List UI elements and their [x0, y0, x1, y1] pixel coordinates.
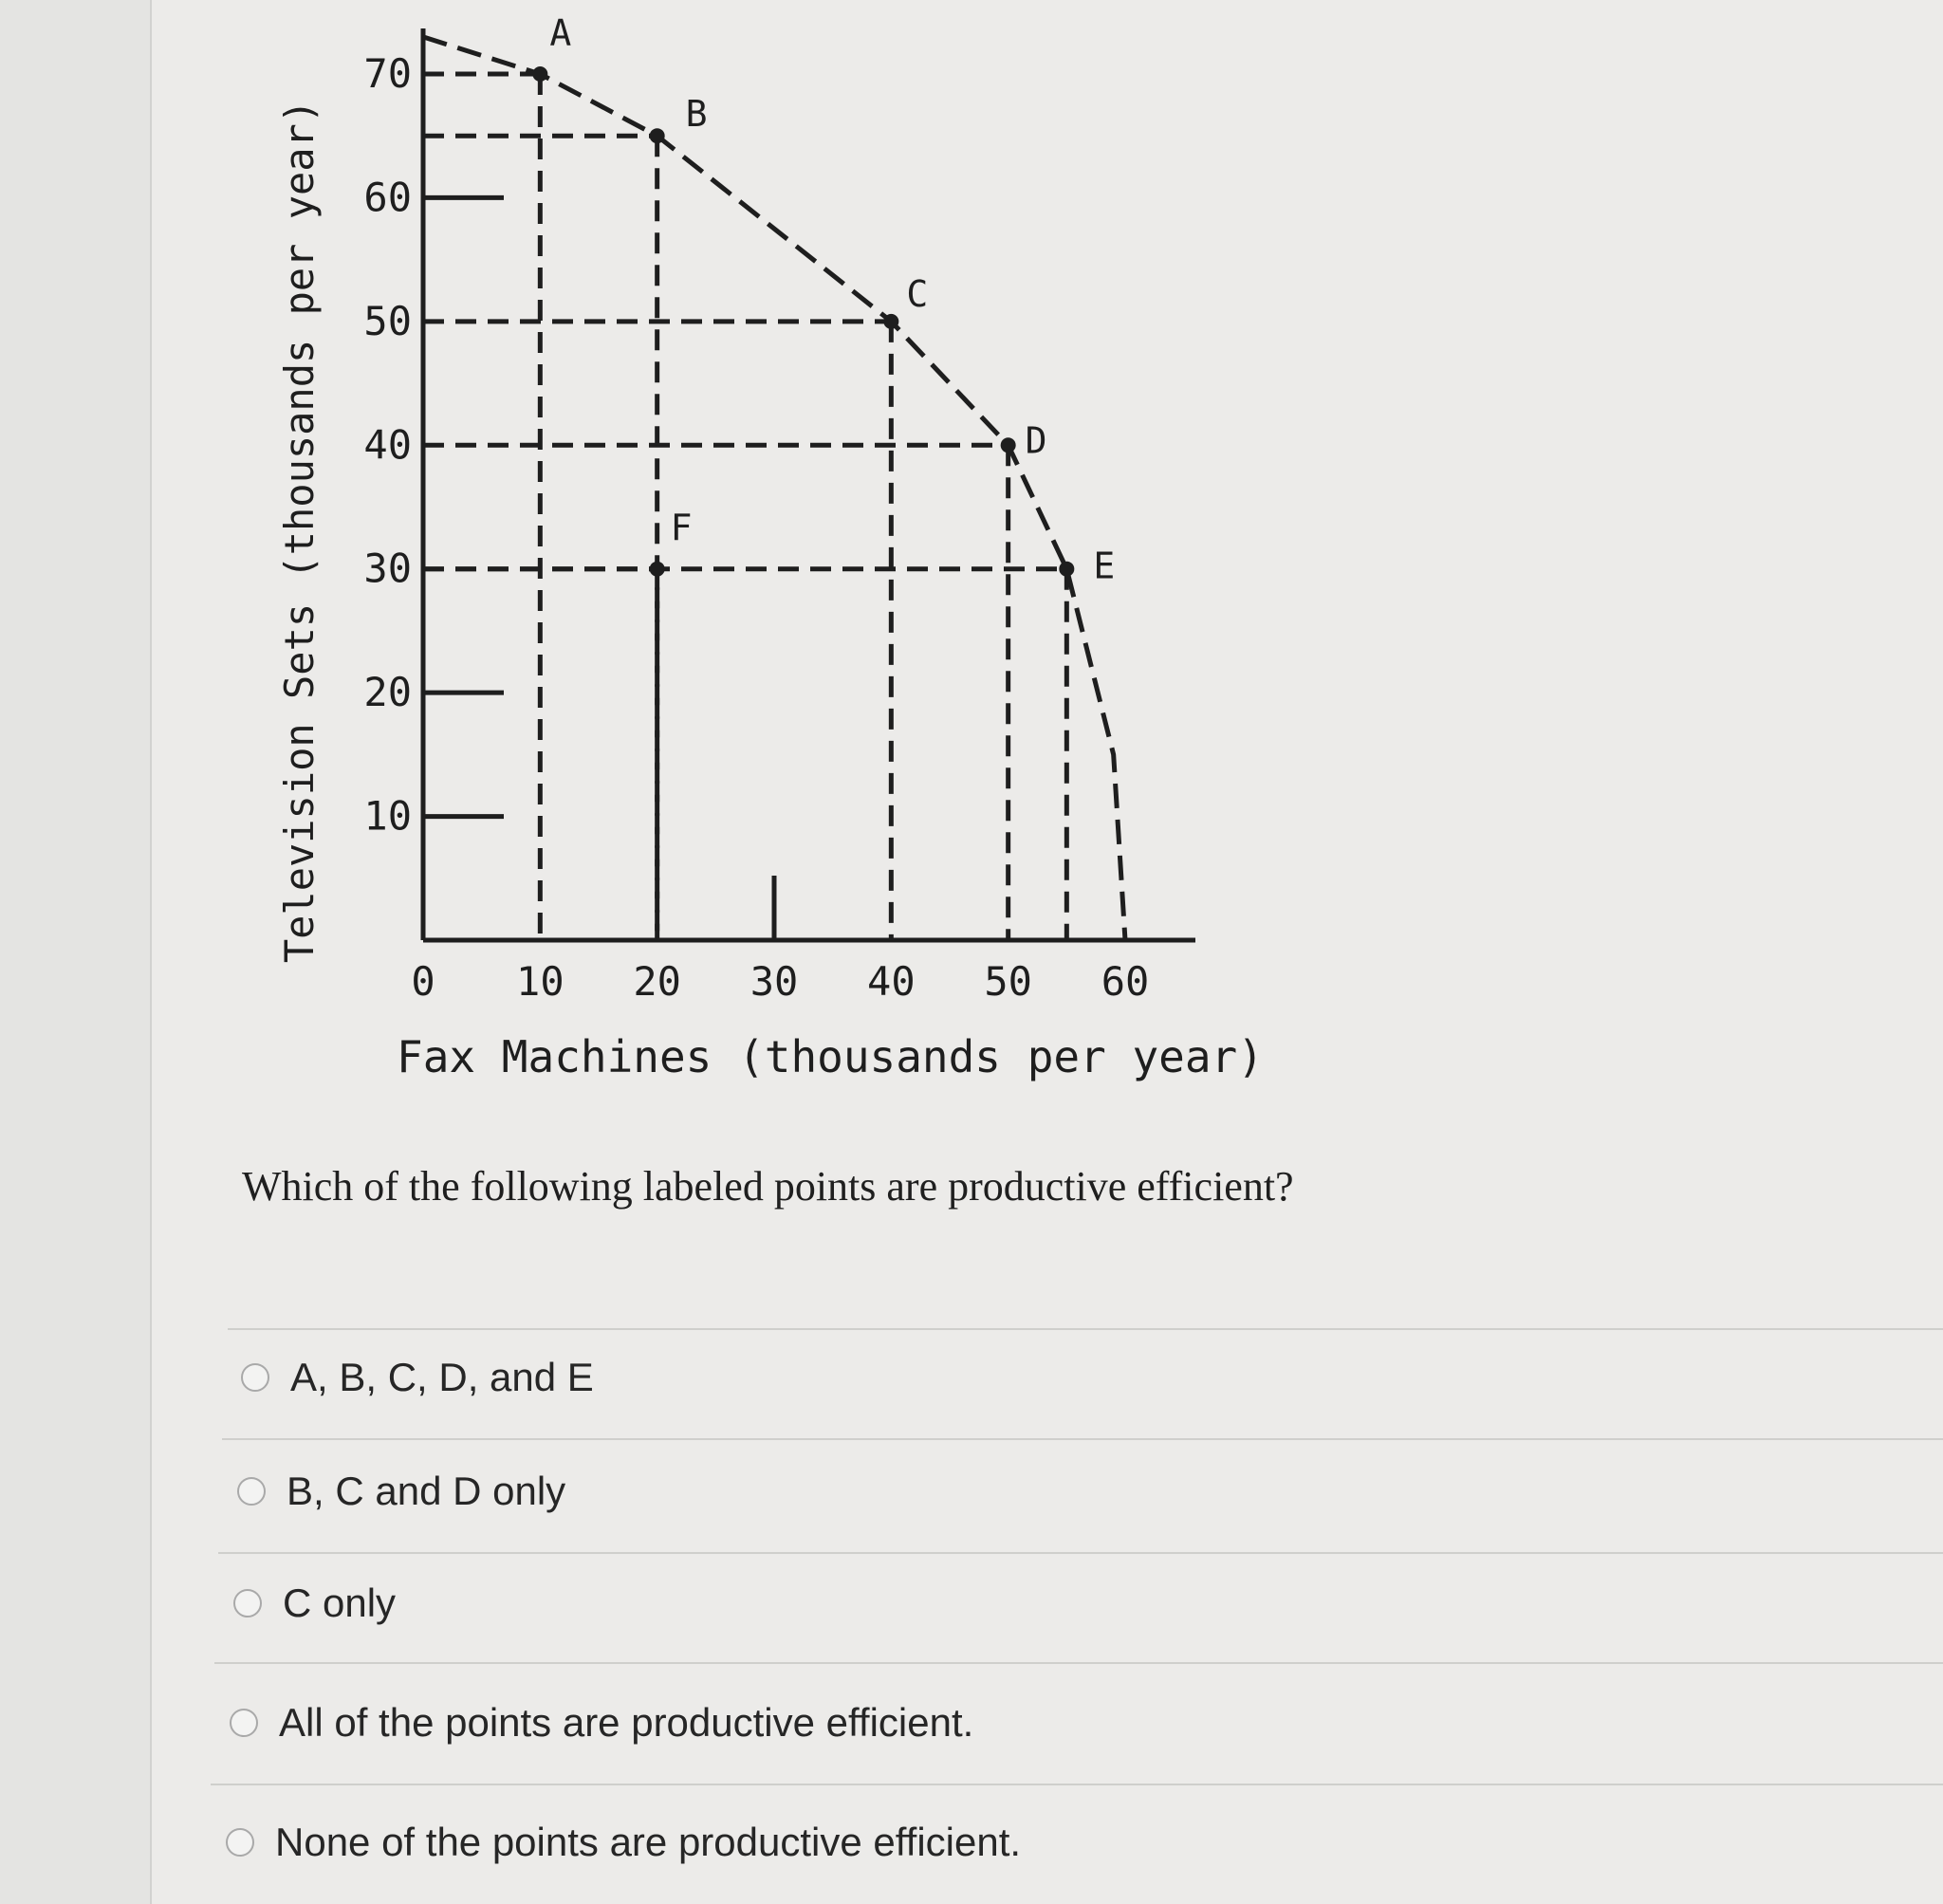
y-tick-label: 70 — [363, 50, 412, 97]
x-tick-label: 10 — [516, 958, 564, 1005]
y-axis-label: Television Sets (thousands per year) — [276, 99, 323, 964]
y-tick-label: 10 — [363, 792, 412, 840]
x-tick-label: 40 — [867, 958, 916, 1005]
x-tick-label: 50 — [984, 958, 1032, 1005]
choice-c-only[interactable] — [233, 1581, 396, 1626]
choice-label: None of the points are productive efficient. — [275, 1820, 1022, 1864]
radio-button[interactable] — [241, 1363, 269, 1392]
point-e — [1059, 562, 1074, 577]
chart-points — [532, 12, 1115, 587]
x-tick-label: 20 — [633, 958, 681, 1005]
radio-button[interactable] — [226, 1828, 254, 1857]
x-tick-label: 60 — [1101, 958, 1150, 1005]
choice-b-c-d-only[interactable] — [237, 1469, 565, 1514]
x-axis-label: Fax Machines (thousands per year) — [397, 1031, 1264, 1082]
point-label-b: B — [685, 93, 708, 136]
point-b — [650, 128, 665, 143]
point-c — [883, 314, 898, 329]
choice-separator — [211, 1784, 1943, 1785]
point-label-a: A — [549, 12, 572, 54]
ppf-frontier-line — [423, 37, 1125, 940]
choice-all-efficient[interactable] — [230, 1700, 973, 1746]
y-tick-label: 50 — [363, 297, 412, 344]
choice-label: B, C and D only — [287, 1469, 566, 1513]
choice-separator — [222, 1438, 1943, 1440]
question-text: Which of the following labeled points are productive efficient? — [242, 1163, 1294, 1210]
y-tick-label: 40 — [363, 421, 412, 469]
radio-button[interactable] — [237, 1477, 266, 1506]
y-tick-label: 30 — [363, 545, 412, 592]
x-tick-label: 30 — [749, 958, 799, 1005]
choice-separator — [218, 1552, 1943, 1554]
point-label-d: D — [1025, 419, 1047, 462]
x-tick-label: 0 — [411, 958, 435, 1005]
point-label-c: C — [906, 272, 929, 315]
point-label-e: E — [1093, 545, 1116, 587]
choice-label: A, B, C, D, and E — [290, 1355, 594, 1399]
point-d — [1001, 437, 1016, 453]
point-f — [650, 562, 665, 577]
choice-label: C only — [283, 1581, 397, 1625]
y-tick-label: 60 — [363, 174, 412, 221]
choice-label: All of the points are productive efficient. — [279, 1700, 974, 1745]
choice-a-b-c-d-e[interactable] — [241, 1355, 594, 1400]
tick-labels — [363, 50, 1149, 1005]
radio-button[interactable] — [233, 1589, 262, 1617]
choice-separator — [214, 1662, 1943, 1664]
frontier-curve — [423, 37, 1125, 940]
point-a — [532, 66, 547, 82]
point-label-f: F — [670, 507, 693, 549]
radio-button[interactable] — [230, 1709, 258, 1737]
choice-none-efficient[interactable] — [226, 1820, 1021, 1865]
choice-separator — [228, 1328, 1943, 1330]
y-tick-label: 20 — [363, 669, 412, 716]
